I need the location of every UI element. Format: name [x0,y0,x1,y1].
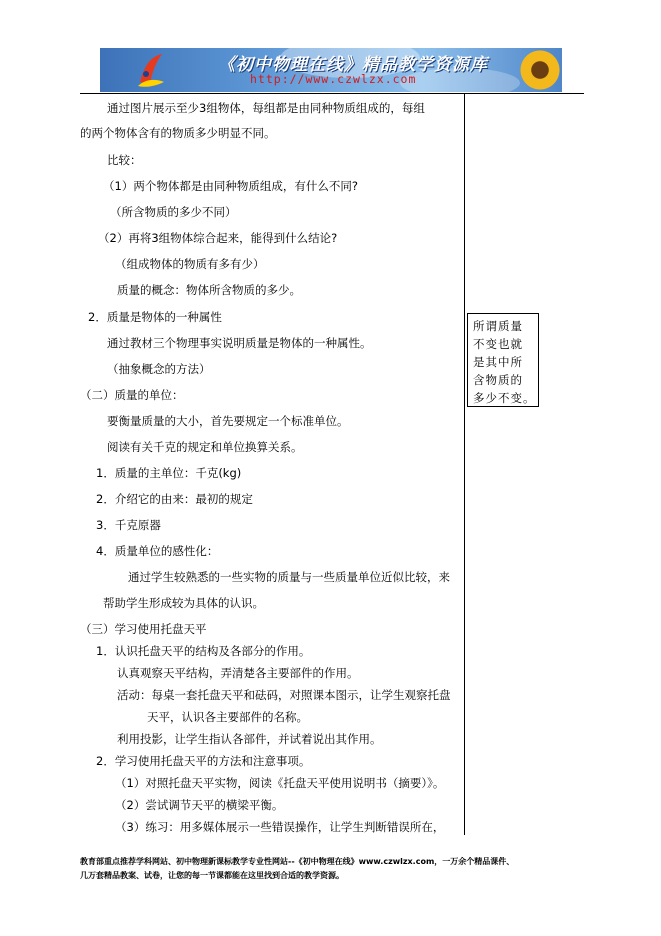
body-line: 2．质量是物体的一种属性 [88,310,222,324]
body-line: 要衡量质量的大小，首先要规定一个标准单位。 [107,414,349,428]
footer-line: 教育部重点推荐学科网站、初中物理新课标教学专业性网站--《初中物理在线》www.czwlzx.com，一万余个精品课件、 [80,857,515,866]
body-line: 阅读有关千克的规定和单位换算关系。 [107,440,303,454]
body-line: 天平，认识各主要部件的名称。 [147,710,308,724]
side-note [467,313,539,407]
body-line: 1．认识托盘天平的结构及各部分的作用。 [96,644,311,658]
body-line: （抽象概念的方法） [107,362,211,376]
body-line: 通过图片展示至少3组物体，每组都是由同种物质组成的，每组 [107,101,425,115]
body-line: （2）再将3组物体综合起来，能得到什么结论? [98,231,338,245]
body-line: 通过学生较熟悉的一些实物的质量与一些质量单位近似比较，来 [128,570,450,584]
body-line: 4．质量单位的感性化： [96,544,219,558]
side-note-line: 含物质的 [473,373,523,387]
sunflower-icon [520,50,560,90]
body-line: 比较： [107,153,142,167]
body-line: 帮助学生形成较为具体的认识。 [103,596,264,610]
body-line: 通过教材三个物理事实说明质量是物体的一种属性。 [107,336,372,350]
section-heading: （二）质量的单位： [80,388,184,402]
body-line: （所含物质的多少不同） [110,205,237,219]
body-line: 2．学习使用托盘天平的方法和注意事项。 [96,754,311,768]
site-logo-icon [136,52,166,88]
body-line: 认真观察天平结构，弄清楚各主要部件的作用。 [117,666,359,680]
body-line: （1）两个物体都是由同种物质组成，有什么不同? [103,179,358,193]
side-note-line: 多少不变。 [473,391,536,405]
banner-url[interactable]: http://www.czwlzx.com [250,72,417,86]
footer-line: 几万套精品教案、试卷，让您的每一节课都能在这里找到合适的教学资源。 [80,871,344,880]
side-note-line: 不变也就 [473,337,523,351]
body-line: 质量的概念：物体所含物质的多少。 [117,283,301,297]
side-note-line: 是其中所 [473,355,523,369]
body-line: 2．介绍它的由来：最初的规定 [96,492,253,506]
header-rule [80,93,584,94]
body-line: 3．千克原器 [96,518,161,532]
section-heading: （三）学习使用托盘天平 [80,622,207,636]
body-line: （3）练习：用多媒体展示一些错误操作，让学生判断错误所在， [115,820,445,834]
margin-divider [464,93,465,835]
body-line: 活动：每桌一套托盘天平和砝码，对照课本图示，让学生观察托盘 [117,688,451,702]
body-line: （组成物体的物质有多有少） [115,257,265,271]
body-line: （2）尝试调节天平的横梁平衡。 [115,798,284,812]
side-note-line: 所谓质量 [473,319,523,333]
site-banner[interactable] [100,48,562,92]
body-line: 的两个物体含有的物质多少明显不同。 [80,126,276,140]
body-line: 1．质量的主单位：千克(kg) [96,466,242,480]
body-line: 利用投影，让学生指认各部件，并试着说出其作用。 [117,732,382,746]
body-line: （1）对照托盘天平实物，阅读《托盘天平使用说明书（摘要）》。 [115,776,445,790]
banner-title: 《初中物理在线》精品教学资源库 [218,55,488,75]
